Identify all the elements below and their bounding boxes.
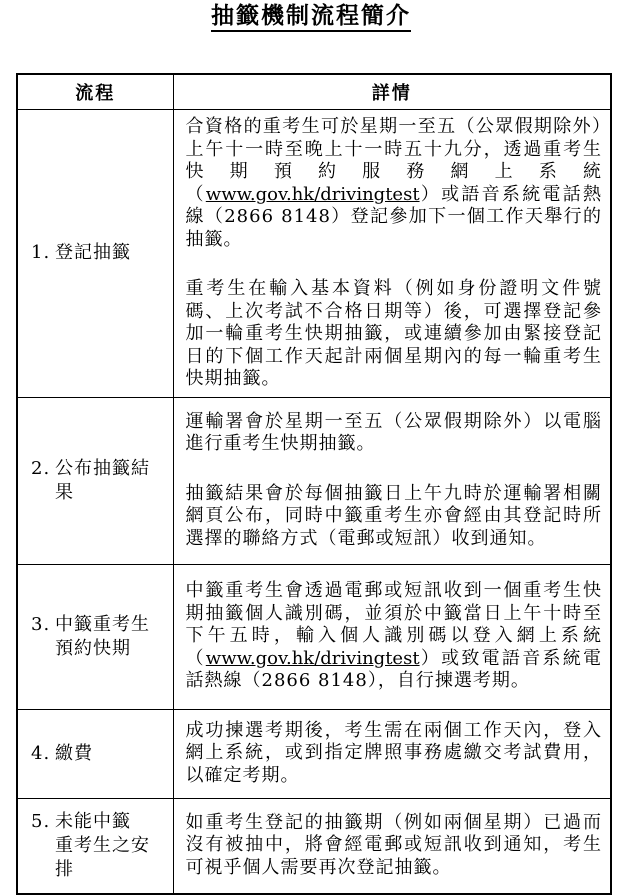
detail-cell <box>173 798 611 894</box>
process-label: 公布抽籤結果 <box>55 457 150 503</box>
detail-paragraph: 運輸署會於星期一至五（公眾假期除外）以電腦進行重考生快期抽籤。 <box>185 410 602 455</box>
detail-text-segment: ）或語音系統電話熱線（2866 8148）登記參加下一個工作天舉行的抽籤。 <box>185 183 603 250</box>
detail-paragraph: 如重考生登記的抽籤期（例如兩個星期）已過而沒有被抽中，將會經電郵或短訊收到通知，考生可視乎個人需要再次登記抽籤。 <box>185 811 602 878</box>
table-row <box>17 564 611 709</box>
process-cell <box>17 798 173 894</box>
process-number: 2. <box>31 457 51 479</box>
detail-text-segment: 合資格的重考生可於星期一至五（公眾假期除外）上午十一時至晚上十一時五十九分，透過重考生快期預約服務網上系統（ <box>185 116 602 205</box>
detail-paragraph: 重考生在輸入基本資料（例如身份證明文件號碼、上次考試不合格日期等）後，可選擇登記參加一輪重考生快期抽籤，或連續參加由緊接登記日的下個工作天起計兩個星期內的每一輪重考生快期抽籤。 <box>185 278 602 389</box>
detail-paragraph: 成功揀選考期後，考生需在兩個工作天內，登入網上系統，或到指定牌照事務處繳交考試費用，以確定考期。 <box>185 719 602 786</box>
detail-cell <box>173 397 611 564</box>
detail-paragraph <box>186 116 603 251</box>
page-title: 抽籤機制流程簡介 <box>211 3 411 32</box>
detail-cell <box>173 564 611 709</box>
detail-text-segment: ）或致電語音系統電話熱線（2866 8148），自行揀選考期。 <box>185 647 603 692</box>
process-cell <box>17 397 173 564</box>
process-cell <box>17 564 173 709</box>
table-row <box>17 798 611 894</box>
detail-paragraph <box>186 580 603 693</box>
process-label: 繳費 <box>55 742 93 764</box>
process-label: 中籤重考生 <box>55 613 150 635</box>
process-label-line2: 預約快期 <box>55 637 131 659</box>
process-cell <box>17 110 173 398</box>
process-number: 4. <box>31 742 51 764</box>
process-cell <box>17 709 173 798</box>
detail-paragraph: 抽籤結果會於每個抽籤日上午九時於運輸署相關網頁公布，同時中籤重考生亦會經由其登記時所選擇的聯絡方式（電郵或短訊）收到通知。 <box>185 482 602 549</box>
table-row <box>17 709 611 798</box>
table-row <box>17 110 611 398</box>
table-row <box>17 397 611 564</box>
process-label-line2: 重考生之安排 <box>55 834 150 880</box>
detail-cell <box>173 110 611 398</box>
drivingtest-link[interactable]: www.gov.hk/drivingtest <box>205 647 420 669</box>
process-number: 1. <box>31 242 51 264</box>
header-process: 流程 <box>17 74 173 110</box>
page-header <box>0 0 622 32</box>
process-label: 未能中籤 <box>55 810 131 832</box>
process-label: 登記抽籤 <box>55 242 131 264</box>
detail-text-segment: 中籤重考生會透過電郵或短訊收到一個重考生快期抽籤個人識別碼，並須於中籤當日上午十時至下午五時，輸入個人識別碼以登入網上系統（ <box>185 580 602 669</box>
detail-cell <box>173 709 611 798</box>
process-number: 5. <box>31 810 51 832</box>
process-table <box>16 73 612 895</box>
drivingtest-link[interactable]: www.gov.hk/drivingtest <box>205 183 420 205</box>
process-number: 3. <box>31 613 51 635</box>
header-details: 詳情 <box>173 74 611 110</box>
table-header-row <box>17 74 611 110</box>
